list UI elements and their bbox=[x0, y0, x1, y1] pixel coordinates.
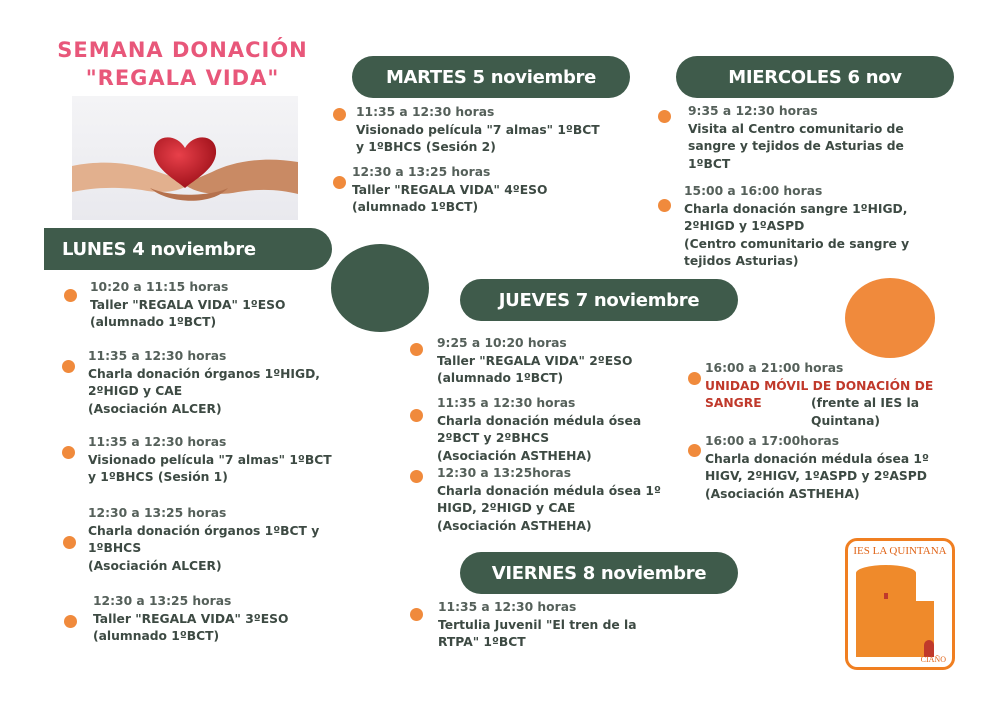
event-time: 16:00 a 17:00horas bbox=[705, 434, 840, 448]
event-jueves-4 bbox=[705, 360, 934, 428]
day-pill-viernes bbox=[460, 552, 738, 594]
day-pill-miercoles bbox=[676, 56, 954, 98]
ies-la-quintana-logo bbox=[845, 538, 955, 670]
event-desc: Taller "REGALA VIDA" 2ºESO (alumnado 1ºBCT) bbox=[437, 353, 633, 385]
event-time: 11:35 a 12:30 horas bbox=[88, 349, 227, 363]
event-desc: Visionado película "7 almas" 1ºBCT y 1ºBHCS (Sesión 2) bbox=[356, 122, 600, 154]
bullet-dot bbox=[688, 372, 701, 385]
event-jueves-1 bbox=[437, 335, 632, 388]
bullet-dot bbox=[63, 536, 76, 549]
event-jueves-5 bbox=[705, 433, 929, 503]
event-desc: Tertulia Juvenil "El tren de la RTPA" 1ºBCT bbox=[438, 617, 637, 649]
event-desc: Charla donación médula ósea 1º HIGD, 2ºHIGD y CAE (Asociación ASTHEHA) bbox=[437, 483, 661, 533]
event-time: 9:25 a 10:20 horas bbox=[437, 336, 567, 350]
event-martes-1 bbox=[356, 104, 600, 157]
event-desc-location: (frente al IES la Quintana) bbox=[811, 396, 920, 428]
day-label: MARTES 5 noviembre bbox=[385, 66, 597, 88]
event-time: 12:30 a 13:25 horas bbox=[352, 165, 491, 179]
event-time: 10:20 a 11:15 horas bbox=[90, 280, 229, 294]
day-pill-jueves bbox=[460, 279, 738, 321]
bullet-dot bbox=[410, 343, 423, 356]
bullet-dot bbox=[62, 446, 75, 459]
event-miercoles-1 bbox=[688, 103, 904, 173]
event-lunes-2 bbox=[88, 348, 320, 418]
event-time: 15:00 a 16:00 horas bbox=[684, 184, 823, 198]
day-label: JUEVES 7 noviembre bbox=[498, 289, 700, 311]
event-lunes-5 bbox=[93, 593, 288, 646]
bullet-dot bbox=[333, 108, 346, 121]
logo-subtitle: CIAÑO bbox=[920, 655, 946, 664]
day-label: LUNES 4 noviembre bbox=[62, 238, 256, 260]
event-desc: Taller "REGALA VIDA" 1ºESO (alumnado 1ºBCT) bbox=[90, 297, 286, 329]
event-jueves-3 bbox=[437, 465, 661, 535]
event-desc: Taller "REGALA VIDA" 4ºESO (alumnado 1ºBCT) bbox=[352, 182, 548, 214]
bullet-dot bbox=[64, 615, 77, 628]
bullet-dot bbox=[333, 176, 346, 189]
logo-title: IES LA QUINTANA bbox=[853, 545, 947, 557]
event-desc-highlight: UNIDAD MÓVIL DE DONACIÓN DE SANGRE bbox=[705, 378, 934, 410]
event-lunes-4 bbox=[88, 505, 319, 575]
bullet-dot bbox=[410, 470, 423, 483]
event-martes-2 bbox=[352, 164, 547, 217]
event-time: 12:30 a 13:25 horas bbox=[88, 506, 227, 520]
hands-heart-photo bbox=[72, 96, 298, 220]
event-lunes-3 bbox=[88, 434, 332, 487]
event-desc: Charla donación órganos 1ºHIGD, 2ºHIGD y CAE (Asociación ALCER) bbox=[88, 366, 320, 416]
event-time: 12:30 a 13:25 horas bbox=[93, 594, 232, 608]
event-miercoles-2 bbox=[684, 183, 909, 271]
event-time: 16:00 a 21:00 horas bbox=[705, 361, 844, 375]
event-time: 11:35 a 12:30 horas bbox=[438, 600, 577, 614]
bullet-dot bbox=[688, 444, 701, 457]
bullet-dot bbox=[410, 608, 423, 621]
event-desc: Taller "REGALA VIDA" 3ºESO (alumnado 1ºBCT) bbox=[93, 611, 289, 643]
event-time: 11:35 a 12:30 horas bbox=[356, 105, 495, 119]
tower-icon bbox=[848, 541, 952, 667]
decorative-orange-circle bbox=[845, 278, 935, 358]
event-time: 11:35 a 12:30 horas bbox=[437, 396, 576, 410]
bullet-dot bbox=[410, 409, 423, 422]
event-viernes-1 bbox=[438, 599, 637, 652]
bullet-dot bbox=[658, 199, 671, 212]
event-jueves-2 bbox=[437, 395, 641, 465]
event-desc: Visionado película "7 almas" 1ºBCT y 1ºBHCS (Sesión 1) bbox=[88, 452, 332, 484]
heart-hands-illustration bbox=[72, 96, 298, 220]
event-lunes-1 bbox=[90, 279, 285, 332]
day-label: VIERNES 8 noviembre bbox=[491, 562, 707, 584]
event-time: 12:30 a 13:25horas bbox=[437, 466, 572, 480]
day-label: MIERCOLES 6 nov bbox=[728, 66, 902, 88]
event-desc: Charla donación médula ósea 1º HIGV, 2ºHIGV, 1ºASPD y 2ºASPD (Asociación ASTHEHA) bbox=[705, 451, 929, 501]
event-desc: Charla donación órganos 1ºBCT y 1ºBHCS (Asociación ALCER) bbox=[88, 523, 320, 573]
event-time: 9:35 a 12:30 horas bbox=[688, 104, 818, 118]
bullet-dot bbox=[658, 110, 671, 123]
day-pill-lunes bbox=[44, 228, 332, 270]
bullet-dot bbox=[62, 360, 75, 373]
event-desc: Visita al Centro comunitario de sangre y tejidos de Asturias de 1ºBCT bbox=[688, 121, 904, 171]
event-desc: Charla donación sangre 1ºHIGD, 2ºHIGD y 1ºASPD (Centro comunitario de sangre y tejidos Asturias) bbox=[684, 201, 910, 268]
decorative-green-circle bbox=[331, 244, 429, 332]
day-pill-martes bbox=[352, 56, 630, 98]
poster-title-line2: "REGALA VIDA" bbox=[85, 66, 280, 90]
event-desc: Charla donación médula ósea 2ºBCT y 2ºBHCS (Asociación ASTHEHA) bbox=[437, 413, 642, 463]
bullet-dot bbox=[64, 289, 77, 302]
event-time: 11:35 a 12:30 horas bbox=[88, 435, 227, 449]
poster-title-line1: SEMANA DONACIÓN bbox=[57, 38, 308, 62]
